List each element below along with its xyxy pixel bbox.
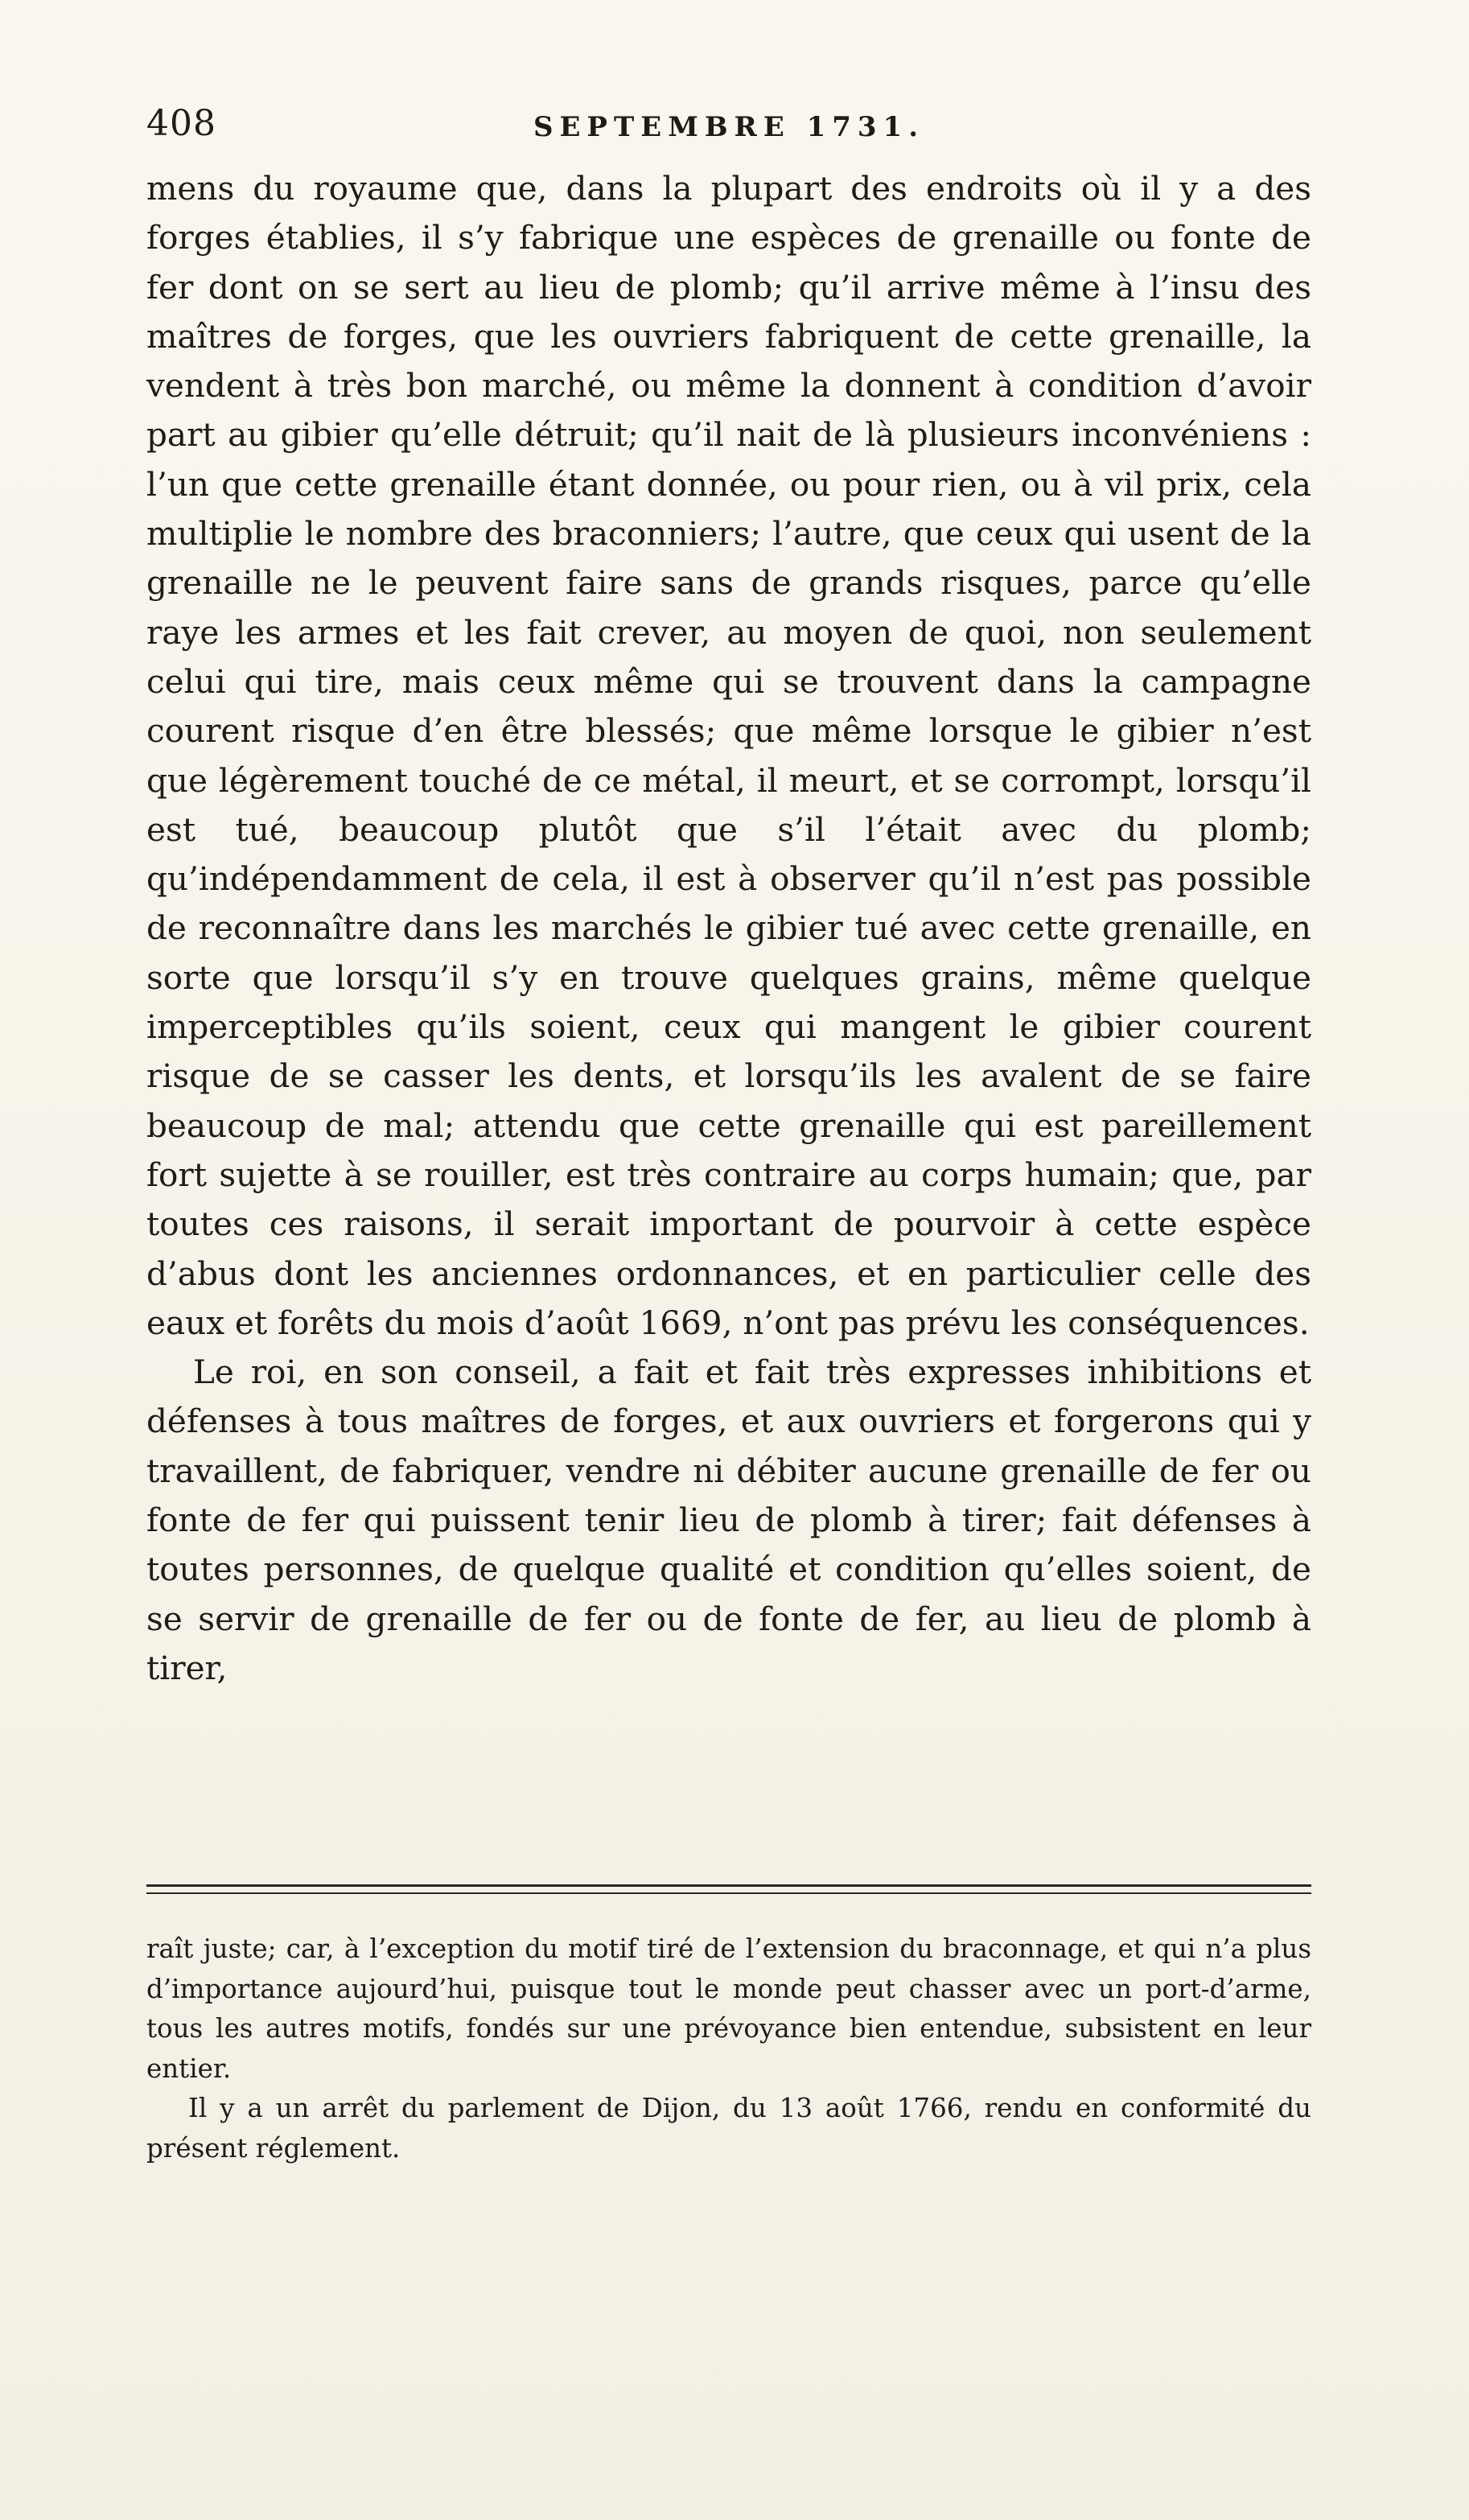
running-head: SEPTEMBRE 1731.	[533, 111, 925, 143]
footnote-2: Il y a un arrêt du parlement de Dijon, du 13 août 1766, rendu en conformité du présent réglement.	[146, 2093, 1311, 2164]
footnote-separator-rule-inner	[146, 1892, 1311, 1894]
footnote-1: raît juste; car, à l’exception du motif tiré de l’extension du braconnage, et qui n’a plus d’importance aujourd’hui, puisque tout le monde peut chasser avec un port-d’arme, tous les autres motifs, fondés sur une prévoyance bien entendue, subsistent en leur entier.	[146, 1933, 1311, 2084]
body-paragraph-2: Le roi, en son conseil, a fait et fait très expresses inhibitions et défenses à tous maîtres de forges, et aux ouvriers et forgerons qui y travaillent, de fabriquer, vendre ni débiter aucune grenaille de fer ou fonte de fer qui puissent tenir lieu de plomb à tirer; fait défenses à toutes personnes, de quelque qualité et condition qu’elles soient, de se servir de grenaille de fer ou de fonte de fer, au lieu de plomb à tirer,	[146, 1353, 1311, 1687]
body-text	[146, 164, 1311, 1693]
footnote-separator-rule	[146, 1884, 1311, 1887]
body-paragraph-1: mens du royaume que, dans la plupart des endroits où il y a des forges établies, il s’y fabrique une espèces de grenaille ou fonte de fer dont on se sert au lieu de plomb; qu’il arrive même à l’insu des maîtres de forges, que les ouvriers fabriquent de cette grenaille, la vendent à très bon marché, ou même la donnent à condition d’avoir part au gibier qu’elle détruit; qu’il nait de là plusieurs inconvéniens : l’un que cette grenaille étant donnée, ou pour rien, ou à vil prix, cela multiplie le nombre des braconniers; l’autre, que ceux qui usent de la grenaille ne le peuvent faire sans de grands risques, parce qu’elle raye les armes et les fait crever, au moyen de quoi, non seulement celui qui tire, mais ceux même qui se trouvent dans la campagne courent risque d’en être blessés; que même lorsque le gibier n’est que légèrement touché de ce métal, il meurt, et se corrompt, lorsqu’il est tué, beaucoup plutôt que s’il l’était avec du plomb; qu’indépendamment de cela, il est à observer qu’il n’est pas possible de reconnaître dans les marchés le gibier tué avec cette grenaille, en sorte que lorsqu’il s’y en trouve quelques grains, même quelque imperceptibles qu’ils soient, ceux qui mangent le gibier courent risque de se casser les dents, et lorsqu’ils les avalent de se faire beaucoup de mal; attendu que cette grenaille qui est pareillement fort sujette à se rouiller, est très contraire au corps humain; que, par toutes ces raisons, il serait important de pourvoir à cette espèce d’abus dont les anciennes ordonnances, et en particulier celle des eaux et forêts du mois d’août 1669, n’ont pas prévu les conséquences.	[146, 169, 1311, 1342]
page-number: 408	[146, 103, 216, 144]
page-header	[146, 103, 1311, 159]
footnotes	[146, 1929, 1311, 2168]
